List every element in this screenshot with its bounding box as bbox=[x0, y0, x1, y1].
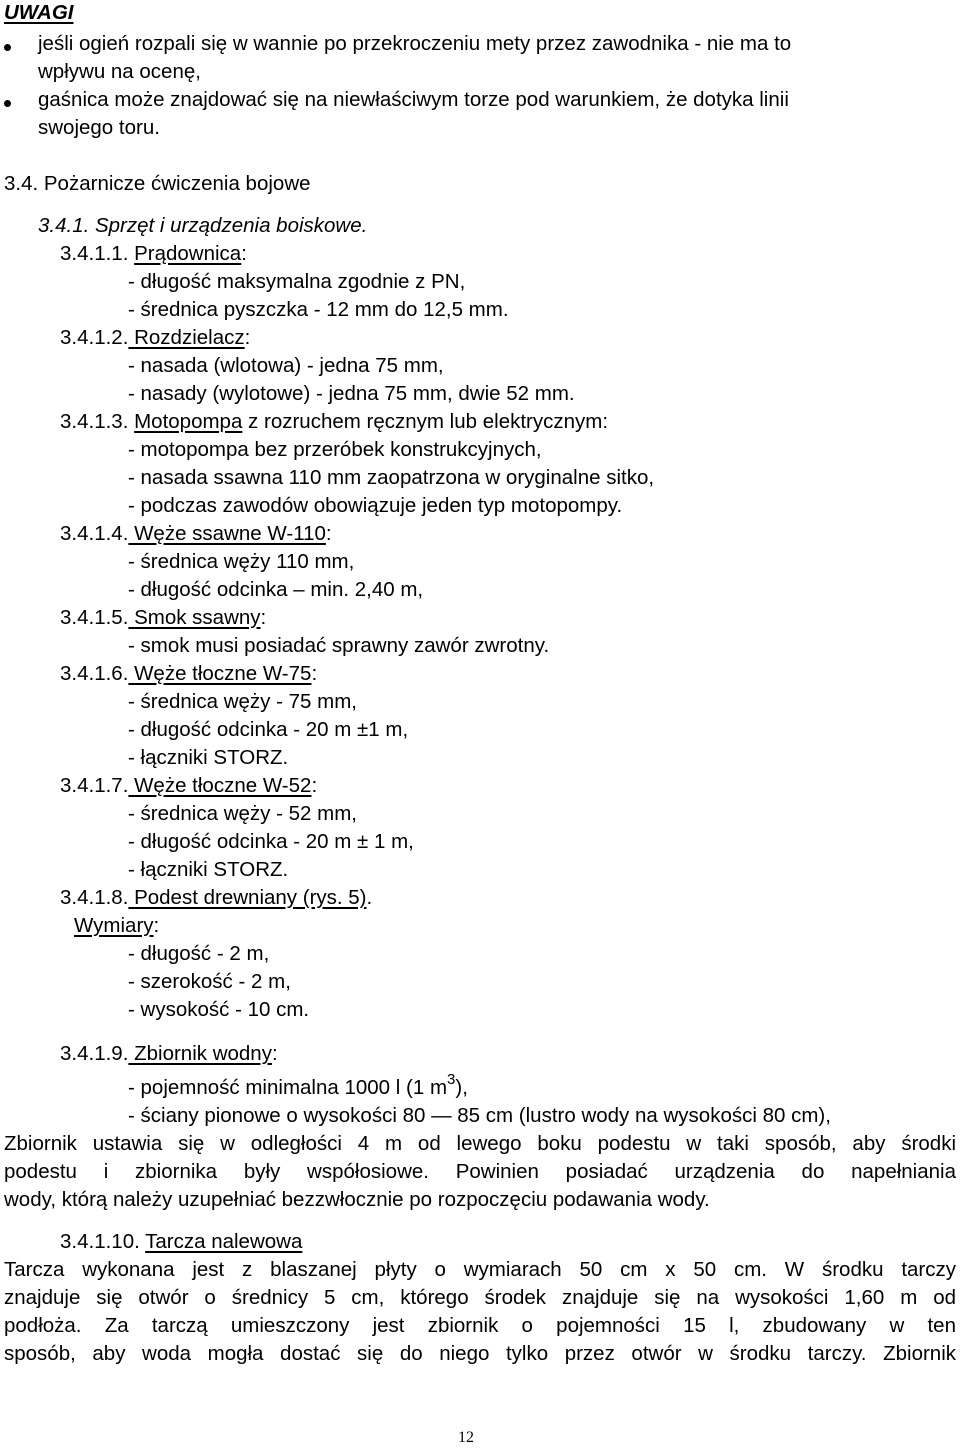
paragraph-tank-line-1: Zbiornik ustawia się w odległości 4 m od lewego boku podestu w taki sposób, aby środki bbox=[4, 1132, 956, 1155]
section-3-4-1-8-heading: 3.4.1.8. Podest drewniany (rys. 5). bbox=[60, 886, 373, 909]
section-3-4-1-3-line-2: - nasada ssawna 110 mm zaopatrzona w oryginalne sitko, bbox=[128, 466, 655, 489]
dimensions-label: Wymiary: bbox=[74, 914, 160, 937]
section-3-4-1-4-line-1: - średnica węży 110 mm, bbox=[128, 550, 355, 573]
section-3-4-1-7-line-2: - długość odcinka - 20 m ± 1 m, bbox=[128, 830, 414, 853]
section-3-4-1-7-line-3: - łączniki STORZ. bbox=[128, 858, 289, 881]
section-3-4-1-2-line-2: - nasady (wylotowe) - jedna 75 mm, dwie 52 mm. bbox=[128, 382, 575, 405]
note-2-line-1: gaśnica może znajdować się na niewłaściwym torze pod warunkiem, że dotyka linii bbox=[38, 88, 789, 111]
section-3-4-1-6-line-3: - łączniki STORZ. bbox=[128, 746, 289, 769]
section-3-4-1-4-line-2: - długość odcinka – min. 2,40 m, bbox=[128, 578, 424, 601]
section-3-4-1-1-line-1: - długość maksymalna zgodnie z PN, bbox=[128, 270, 466, 293]
section-3-4-1-6-heading: 3.4.1.6. Węże tłoczne W-75: bbox=[60, 662, 318, 685]
note-2-line-2: swojego toru. bbox=[38, 116, 160, 139]
section-3-4-1-7-line-1: - średnica węży - 52 mm, bbox=[128, 802, 357, 825]
section-3-4-1-6-line-2: - długość odcinka - 20 m ±1 m, bbox=[128, 718, 409, 741]
paragraph-tank-line-2: podestu i zbiornika były współosiowe. Powinien posiadać urządzenia do napełniania bbox=[4, 1160, 956, 1183]
paragraph-tank-line-3: wody, którą należy uzupełniać bezzwłocznie po rozpoczęciu podawania wody. bbox=[4, 1188, 710, 1211]
section-3-4-1-9-line-1: - pojemność minimalna 1000 l (1 $m^3$), bbox=[128, 1071, 468, 1099]
section-3-4-1-5-line-1: - smok musi posiadać sprawny zawór zwrotny. bbox=[128, 634, 550, 657]
section-3-4-1-8-line-2: - szerokość - 2 m, bbox=[128, 970, 291, 993]
bullet-icon bbox=[4, 100, 11, 107]
section-3-4-1-3-line-3: - podczas zawodów obowiązuje jeden typ motopompy. bbox=[128, 494, 623, 517]
section-3-4-1-2-line-1: - nasada (wlotowa) - jedna 75 mm, bbox=[128, 354, 444, 377]
section-3-4-1-8-line-1: - długość - 2 m, bbox=[128, 942, 270, 965]
section-3-4-1-3-line-1: - motopompa bez przeróbek konstrukcyjnych, bbox=[128, 438, 542, 461]
section-3-4-1-8-line-3: - wysokość - 10 cm. bbox=[128, 998, 310, 1021]
note-1-line-2: wpływu na ocenę, bbox=[38, 60, 201, 83]
section-3-4-1-9-heading: 3.4.1.9. Zbiornik wodny: bbox=[60, 1042, 278, 1065]
note-1-line-1: jeśli ogień rozpali się w wannie po przekroczeniu mety przez zawodnika - nie ma to bbox=[38, 32, 792, 55]
section-3-4-1-10-heading: 3.4.1.10. Tarcza nalewowa bbox=[60, 1230, 303, 1253]
paragraph-target-line-4: sposób, aby woda mogła dostać się do niego tylko przez otwór w środku tarczy. Zbiornik bbox=[4, 1342, 956, 1365]
section-3-4-1-title: 3.4.1. Sprzęt i urządzenia boiskowe. bbox=[38, 214, 368, 237]
section-3-4-1-9-line-2: - ściany pionowe o wysokości 80 — 85 cm (lustro wody na wysokości 80 cm), bbox=[128, 1104, 831, 1127]
bullet-icon bbox=[4, 44, 11, 51]
section-3-4-1-2-heading: 3.4.1.2. Rozdzielacz: bbox=[60, 326, 251, 349]
section-3-4-1-6-line-1: - średnica węży - 75 mm, bbox=[128, 690, 357, 713]
paragraph-target-line-1: Tarcza wykonana jest z blaszanej płyty o wymiarach 50 cm x 50 cm. W środku tarczy bbox=[4, 1258, 956, 1281]
section-3-4-1-1-heading: 3.4.1.1. Prądownica: bbox=[60, 242, 247, 265]
paragraph-target-line-2: znajduje się otwór o średnicy 5 cm, którego środek znajduje się na wysokości 1,60 m od bbox=[4, 1286, 956, 1309]
section-3-4-1-1-line-2: - średnica pyszczka - 12 mm do 12,5 mm. bbox=[128, 298, 509, 321]
section-3-4-1-7-heading: 3.4.1.7. Węże tłoczne W-52: bbox=[60, 774, 318, 797]
page-number: 12 bbox=[458, 1429, 474, 1446]
section-3-4-1-4-heading: 3.4.1.4. Węże ssawne W-110: bbox=[60, 522, 332, 545]
notes-heading: UWAGI bbox=[4, 1, 74, 24]
section-3-4-title: 3.4. Pożarnicze ćwiczenia bojowe bbox=[4, 172, 311, 195]
section-3-4-1-3-heading: 3.4.1.3. Motopompa z rozruchem ręcznym lub elektrycznym: bbox=[60, 410, 609, 433]
paragraph-target-line-3: podłoża. Za tarczą umieszczony jest zbiornik o pojemności 15 l, zbudowany w ten bbox=[4, 1314, 956, 1337]
section-3-4-1-5-heading: 3.4.1.5. Smok ssawny: bbox=[60, 606, 267, 629]
